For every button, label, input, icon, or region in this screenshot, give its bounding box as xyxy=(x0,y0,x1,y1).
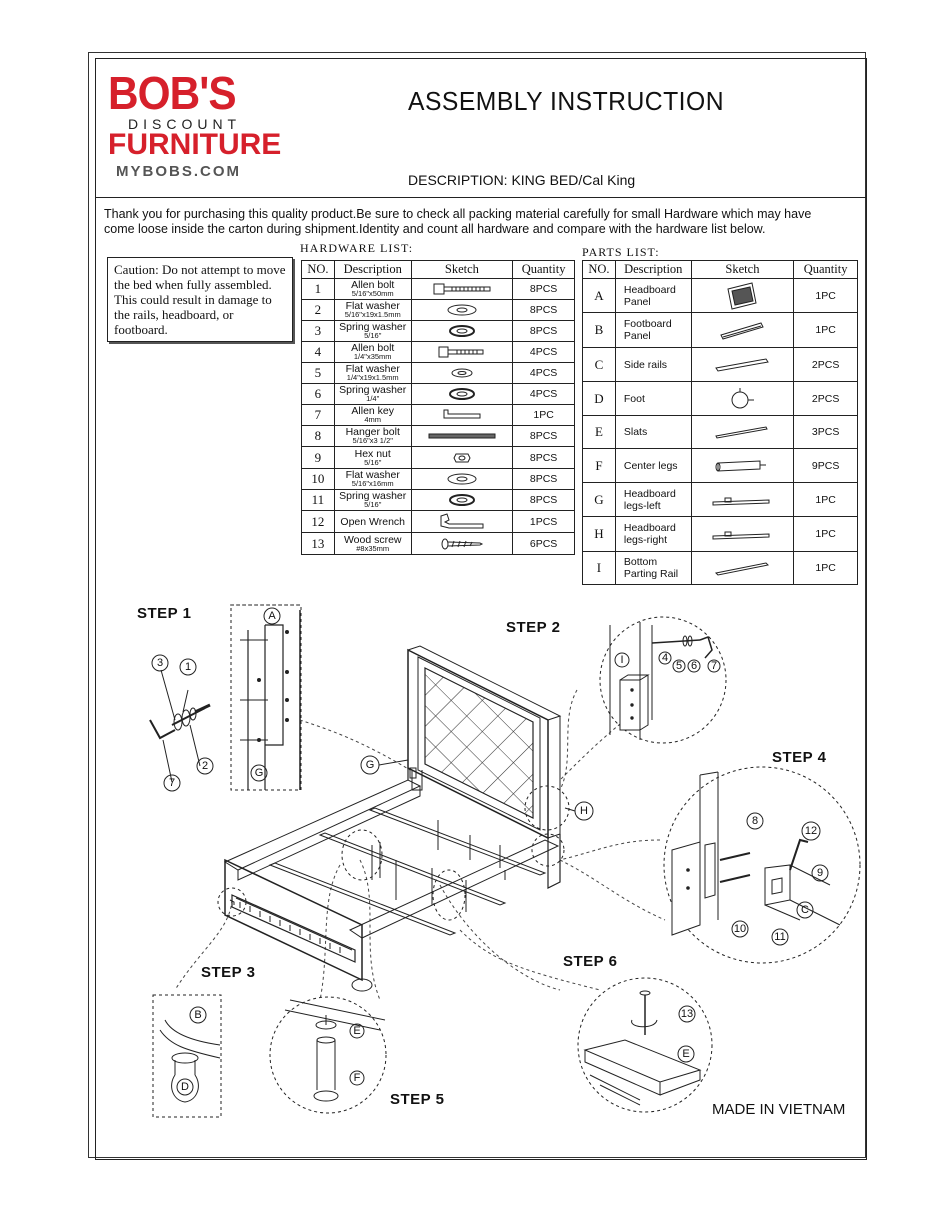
parts-list-title: PARTS LIST: xyxy=(582,245,660,259)
part-quantity: 2PCS xyxy=(794,348,858,382)
hardware-spec: 5/16" xyxy=(364,457,382,467)
hardware-spec: 1/4" xyxy=(366,394,380,403)
header-description: Description xyxy=(615,261,691,279)
part-no: F xyxy=(583,449,616,483)
header-sketch: Sketch xyxy=(411,261,513,279)
made-in-label: MADE IN VIETNAM xyxy=(712,1101,846,1118)
hardware-name: Allen key xyxy=(351,405,395,417)
step-5-illustration xyxy=(270,997,386,1113)
product-description: DESCRIPTION: KING BED/Cal King xyxy=(408,172,636,188)
hardware-spec: 5/16"x16mm xyxy=(351,479,394,488)
callout-step3: D xyxy=(181,1081,189,1093)
hardware-quantity: 8PCS xyxy=(513,447,575,469)
hardware-spec: 5/16" xyxy=(364,331,382,340)
part-quantity: 1PC xyxy=(794,517,858,552)
callout-step1: 2 xyxy=(201,760,209,772)
hardware-no: 3 xyxy=(302,321,335,342)
hardware-quantity: 6PCS xyxy=(513,533,575,555)
step-6-label: STEP 6 xyxy=(563,953,618,970)
hardware-name: Allen bolt xyxy=(351,342,395,354)
part-no: A xyxy=(583,279,616,313)
header-no: NO. xyxy=(302,261,335,279)
callout-step2: 5 xyxy=(675,660,683,672)
step-5-label: STEP 5 xyxy=(390,1091,445,1108)
hardware-no: 7 xyxy=(302,405,335,426)
hardware-no: 5 xyxy=(302,363,335,384)
hardware-no: 13 xyxy=(302,533,335,555)
hardware-no: 8 xyxy=(302,426,335,447)
part-no: H xyxy=(583,517,616,552)
hardware-name: Wood screw xyxy=(343,533,402,546)
hardware-list-title: HARDWARE LIST: xyxy=(300,241,414,255)
callout-step1: A xyxy=(268,610,276,622)
hardware-no: 1 xyxy=(302,279,335,300)
callout-step6: E xyxy=(682,1048,690,1060)
header-sketch: Sketch xyxy=(691,261,794,279)
callout-step1: 1 xyxy=(184,661,192,673)
hardware-spec: 1/4"x19x1.5mm xyxy=(346,373,399,382)
hardware-quantity: 1PCS xyxy=(513,511,575,533)
callout-step5: E xyxy=(353,1025,361,1037)
step-4-illustration xyxy=(664,767,860,963)
logo-discount: DISCOUNT xyxy=(128,116,242,132)
hardware-name: Allen bolt xyxy=(351,279,395,291)
hardware-spec: 4mm xyxy=(364,415,382,424)
hardware-quantity: 4PCS xyxy=(513,363,575,384)
hardware-name: Hanger bolt xyxy=(345,426,400,438)
part-no: B xyxy=(583,313,616,348)
step-3-illustration xyxy=(153,995,221,1117)
hardware-quantity: 8PCS xyxy=(513,426,575,447)
callout-step2: 4 xyxy=(661,652,669,664)
hardware-spec: 1/4"x35mm xyxy=(353,352,392,361)
step-1-illustration xyxy=(150,605,301,791)
logo-url: MYBOBS.COM xyxy=(116,163,241,180)
callout-step4: 9 xyxy=(816,867,824,879)
part-description: Slats xyxy=(615,416,691,449)
part-quantity: 2PCS xyxy=(794,382,858,416)
step-3-label: STEP 3 xyxy=(201,964,256,981)
hardware-name: Spring washer xyxy=(339,384,407,396)
caution-box: Caution: Do not attempt to move the bed when fully assembled. This could result in damage to the rails, headboard, or footboard. xyxy=(107,257,293,342)
page-title: ASSEMBLY INSTRUCTION xyxy=(408,86,725,116)
hardware-no: 12 xyxy=(302,511,335,533)
callout-step2: I xyxy=(620,654,624,666)
step-4-label: STEP 4 xyxy=(772,749,827,766)
callout-step5: F xyxy=(353,1072,361,1084)
part-quantity: 9PCS xyxy=(794,449,858,483)
part-no: D xyxy=(583,382,616,416)
callout-step6: 13 xyxy=(680,1008,694,1020)
part-description: Headboard Panel xyxy=(615,279,691,313)
part-quantity: 3PCS xyxy=(794,416,858,449)
header-quantity: Quantity xyxy=(794,261,858,279)
part-quantity: 1PC xyxy=(794,313,858,348)
callout-step2: 6 xyxy=(690,660,698,672)
part-description: Bottom Parting Rail xyxy=(615,552,691,585)
hardware-no: 11 xyxy=(302,490,335,511)
step-2-illustration xyxy=(600,617,726,743)
hardware-name: Flat washer xyxy=(345,469,400,481)
part-description: Headboard legs-right xyxy=(615,517,691,552)
hardware-quantity: 4PCS xyxy=(513,384,575,405)
hardware-quantity: 8PCS xyxy=(513,279,575,300)
step-2-label: STEP 2 xyxy=(506,619,561,636)
callout-step4: 10 xyxy=(733,923,747,935)
hardware-spec: 5/16"x50mm xyxy=(351,289,394,298)
callout-step4: 8 xyxy=(751,815,759,827)
callout-step3: B xyxy=(194,1009,202,1021)
hardware-no: 2 xyxy=(302,300,335,321)
callout-step4: 11 xyxy=(774,931,786,943)
callout-step2: 7 xyxy=(710,660,718,672)
callout-step4: C xyxy=(801,904,809,916)
part-description: Headboard legs-left xyxy=(615,483,691,517)
hardware-no: 10 xyxy=(302,469,335,490)
hardware-name: Flat washer xyxy=(345,300,400,312)
header-quantity: Quantity xyxy=(513,261,575,279)
header-description: Description xyxy=(334,261,411,279)
intro-text: Thank you for purchasing this quality product.Be sure to check all packing material carefully for small Hardware which may have come loose inside the carton during shipment.Identity and count all hardware and compare with the hardware list below. xyxy=(104,207,812,236)
part-no: G xyxy=(583,483,616,517)
callout-main: H xyxy=(580,805,588,817)
part-description: Foot xyxy=(615,382,691,416)
logo-furniture: FURNITURE xyxy=(108,128,282,161)
hardware-name: Hex nut xyxy=(354,447,391,460)
part-no: E xyxy=(583,416,616,449)
part-description: Side rails xyxy=(615,348,691,382)
part-no: I xyxy=(583,552,616,585)
callout-step1: G xyxy=(254,767,264,779)
hardware-quantity: 4PCS xyxy=(513,342,575,363)
hardware-quantity: 8PCS xyxy=(513,321,575,342)
part-quantity: 1PC xyxy=(794,552,858,585)
hardware-name: Spring washer xyxy=(339,321,407,333)
part-description: Footboard Panel xyxy=(615,313,691,348)
hardware-name: Spring washer xyxy=(339,490,407,502)
callout-main: G xyxy=(365,759,375,771)
hardware-quantity: 1PC xyxy=(513,405,575,426)
part-quantity: 1PC xyxy=(794,279,858,313)
hardware-spec: 5/16"x19x1.5mm xyxy=(344,310,401,319)
callout-step4: 12 xyxy=(804,825,818,837)
bed-frame-illustration xyxy=(218,646,593,991)
hardware-no: 9 xyxy=(302,447,335,469)
hardware-no: 6 xyxy=(302,384,335,405)
hardware-spec: #8x35mm xyxy=(356,543,390,553)
hardware-spec: 5/16"x3 1/2" xyxy=(352,436,393,445)
hardware-quantity: 8PCS xyxy=(513,300,575,321)
header-no: NO. xyxy=(583,261,616,279)
step-1-label: STEP 1 xyxy=(137,605,192,622)
callout-step1: 7 xyxy=(168,777,176,789)
callout-step1: 3 xyxy=(156,657,164,669)
hardware-quantity: 8PCS xyxy=(513,490,575,511)
hardware-spec: 5/16" xyxy=(364,500,382,509)
part-description: Center legs xyxy=(615,449,691,483)
hardware-no: 4 xyxy=(302,342,335,363)
part-quantity: 1PC xyxy=(794,483,858,517)
part-no: C xyxy=(583,348,616,382)
logo-brand: BOB'S xyxy=(108,67,236,119)
hardware-name: Flat washer xyxy=(345,363,400,375)
hardware-quantity: 8PCS xyxy=(513,469,575,490)
hardware-name: Open Wrench xyxy=(340,515,406,528)
step-6-illustration xyxy=(578,978,712,1112)
